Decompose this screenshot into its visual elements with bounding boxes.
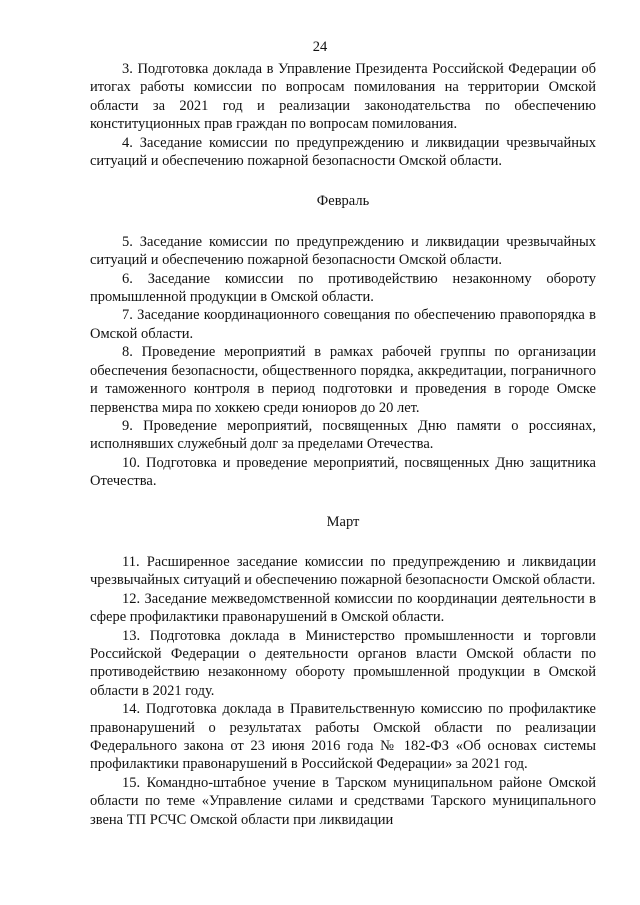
- list-item-12: 12. Заседание межведомственной комиссии по координации деятельности в сфере профилактики правонарушений в Омской области.: [90, 590, 596, 626]
- list-item-11: 11. Расширенное заседание комиссии по предупреждению и ликвидации чрезвычайных ситуаций и обеспечению пожарной безопасности Омской области.: [90, 553, 596, 589]
- section-heading-february: Февраль: [316, 193, 370, 210]
- list-item-10: 10. Подготовка и проведение мероприятий, посвященных Дню защитника Отечества.: [90, 454, 596, 490]
- list-item-7: 7. Заседание координационного совещания по обеспечению правопорядка в Омской области.: [90, 307, 596, 342]
- list-item-14: 14. Подготовка доклада в Правительственную комиссию по профилактике правонарушений о результатах работы Омской области по реализации Федерального закона от 23 июня 2016 года № 182-ФЗ «Об основах системы профилактики правонарушений в Российской Федерации» за 2021 год.: [90, 701, 596, 773]
- list-item-8: 8. Проведение мероприятий в рамках рабочей группы по организации обеспечения безопасности, общественного порядка, аккредитации, пограничного и таможенного контроля в период подготовки и проведения в городе Омске первенства мира по хоккею среди юниоров до 20 лет.: [90, 344, 596, 416]
- list-item-9: 9. Проведение мероприятий, посвященных Дню памяти о россиянах, исполнявших служебный долг за пределами Отечества.: [90, 417, 596, 453]
- section-heading-march: Март: [326, 513, 360, 530]
- list-item-3: 3. Подготовка доклада в Управление Президента Российской Федерации об итогах работы комиссии по вопросам помилования на территории Омской области за 2021 год и реализации законодательства по обеспечению конституционных прав граждан по вопросам помилования.: [90, 61, 596, 133]
- document-body: [90, 60, 596, 829]
- page-number: 24: [312, 39, 328, 55]
- list-item-6: 6. Заседание комиссии по противодействию незаконному обороту промышленной продукции в Омской области.: [90, 270, 596, 306]
- list-item-5: 5. Заседание комиссии по предупреждению и ликвидации чрезвычайных ситуаций и обеспечению пожарной безопасности Омской области.: [90, 233, 596, 269]
- list-item-15: 15. Командно-штабное учение в Тарском муниципальном районе Омской области по теме «Управление силами и средствами Тарского муниципального звена ТП РСЧС Омской области при ликвидации: [90, 774, 596, 828]
- list-item-13: 13. Подготовка доклада в Министерство промышленности и торговли Российской Федерации о деятельности органов власти Омской области по противодействию незаконному обороту промышленной продукции в Омской области в 2021 году.: [90, 627, 596, 699]
- list-item-4: 4. Заседание комиссии по предупреждению и ликвидации чрезвычайных ситуаций и обеспечению пожарной безопасности Омской области.: [90, 134, 596, 170]
